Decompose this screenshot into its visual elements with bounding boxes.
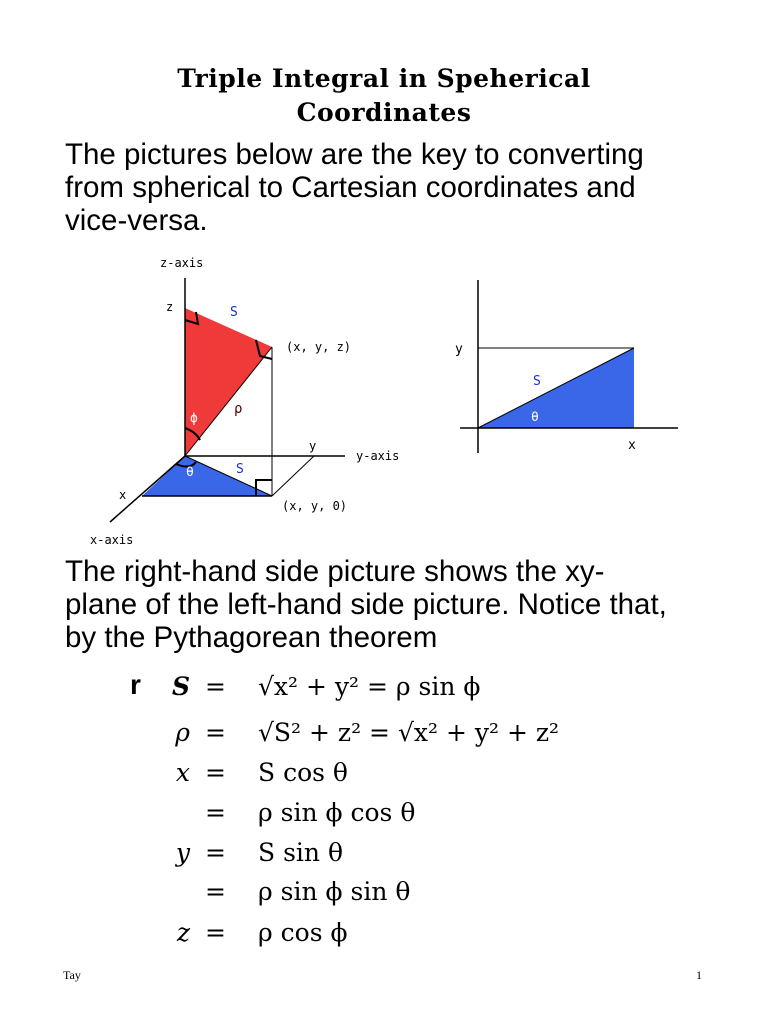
equals-sign: = — [205, 918, 226, 947]
y-parallel-line — [272, 456, 314, 496]
title-line-2: Coordinates — [296, 98, 472, 127]
equals-sign: = — [205, 718, 226, 747]
equation-rhs: ρ cos ϕ — [258, 918, 348, 947]
equation-rhs: S sin θ — [258, 838, 343, 867]
equation-rhs: √x² + y² = ρ sin ϕ — [258, 672, 481, 701]
explanation-line-2: plane of the left-hand side picture. Notice that, — [65, 588, 667, 621]
footer-author: Tay — [63, 968, 81, 982]
y-label: y — [309, 439, 317, 453]
phi-label: ϕ — [190, 411, 198, 426]
xy-plane-figure — [440, 275, 690, 465]
intro-line-2: from spherical to Cartesian coordinates and — [65, 171, 636, 204]
s-label-right: S — [533, 374, 541, 389]
x-label: x — [119, 488, 127, 502]
theta-label: θ — [186, 465, 194, 480]
rho-triangle — [185, 308, 272, 456]
equation-lhs: S — [171, 672, 190, 701]
y-axis-label: y-axis — [356, 449, 400, 463]
equation-rhs: ρ sin ϕ sin θ — [258, 877, 411, 906]
s-label-bottom: S — [236, 462, 244, 477]
rho-label: ρ — [234, 401, 243, 417]
equation-lhs: y — [175, 838, 190, 867]
title-line-1: Triple Integral in Speherical — [177, 64, 591, 93]
s-label-top: S — [230, 305, 238, 320]
equation-lhs: ρ — [175, 718, 190, 747]
equals-sign: = — [205, 838, 226, 867]
equals-sign: = — [205, 758, 226, 787]
stray-mark: r — [130, 669, 141, 700]
equals-sign: = — [205, 672, 226, 701]
z-axis-label: z-axis — [160, 256, 204, 270]
equals-sign: = — [205, 798, 226, 827]
x-axis-label: x-axis — [90, 533, 134, 547]
y-label-right: y — [455, 342, 463, 357]
z-label: z — [166, 300, 174, 314]
spherical-coordinates-figure — [80, 250, 420, 550]
explanation-paragraph — [65, 555, 702, 654]
explanation-line-1: The right-hand side picture shows the xy- — [65, 555, 605, 588]
equation-rhs: √S² + z² = √x² + y² + z² — [258, 718, 560, 747]
equation-rhs: S cos θ — [258, 758, 348, 787]
explanation-line-3: by the Pythagorean theorem — [65, 621, 438, 654]
intro-line-3: vice-versa. — [65, 204, 208, 237]
footer-page-number: 1 — [696, 968, 702, 982]
point-label: (x, y, z) — [286, 340, 352, 354]
projection-label: (x, y, 0) — [282, 499, 348, 513]
equals-sign: = — [205, 877, 226, 906]
equation-rhs: ρ sin ϕ cos θ — [258, 798, 416, 827]
intro-line-1: The pictures below are the key to converting — [65, 138, 644, 171]
x-label-right: x — [628, 438, 636, 453]
page-title — [0, 62, 768, 130]
equation-lhs: x — [175, 758, 190, 787]
equation-lhs: z — [176, 918, 190, 947]
theta-label-right: θ — [531, 410, 539, 425]
intro-paragraph — [65, 138, 702, 237]
